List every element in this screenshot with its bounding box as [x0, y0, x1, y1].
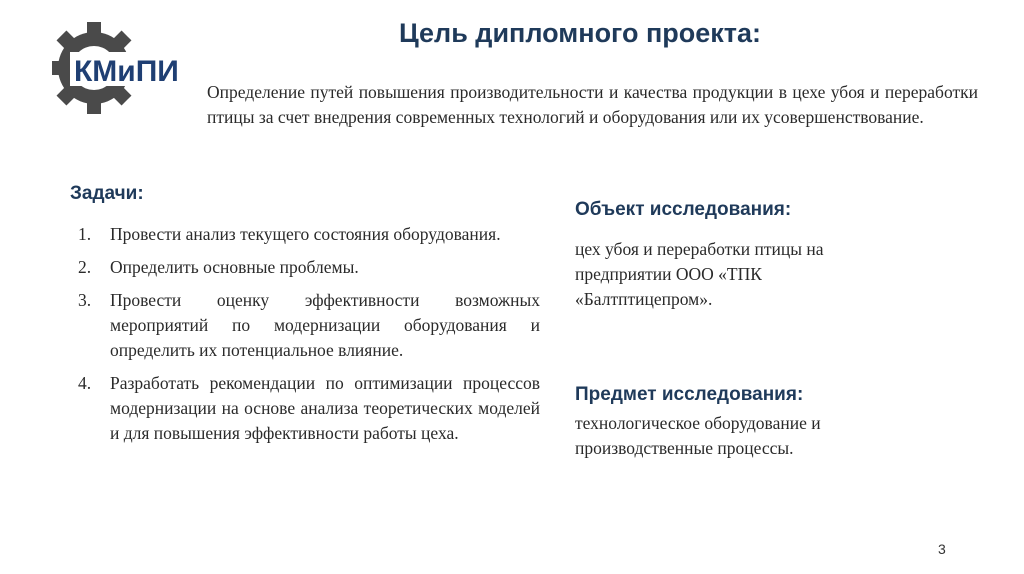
logo: [52, 20, 202, 116]
list-item-text: Провести оценку эффективности возможных мероприятий по модернизации оборудования и определить их потенциальное влияние.: [110, 290, 540, 360]
tasks-heading: Задачи:: [70, 183, 144, 204]
list-item: [78, 222, 540, 247]
logo-text: КМиПИ: [74, 55, 179, 88]
list-item-number: 1.: [78, 224, 92, 244]
list-item-text: Провести анализ текущего состояния оборудования.: [110, 224, 501, 244]
subject-text: технологическое оборудование и производственные процессы.: [575, 413, 821, 458]
list-item: [78, 288, 540, 363]
tasks-list: [78, 222, 540, 454]
list-item-number: 4.: [78, 373, 92, 393]
subject-heading: Предмет исследования:: [575, 384, 804, 405]
list-item: [78, 371, 540, 446]
gear-icon: [52, 20, 202, 116]
list-item-number: 2.: [78, 257, 92, 277]
list-item-text: Определить основные проблемы.: [110, 257, 359, 277]
page-title: Цель дипломного проекта:: [398, 18, 761, 48]
list-item-number: 3.: [78, 290, 92, 310]
list-item-text: Разработать рекомендации по оптимизации процессов модернизации на основе анализа теоретических моделей и для повышения эффективности работы цеха.: [110, 373, 540, 443]
goal-text: Определение путей повышения производительности и качества продукции в цехе убоя и переработки птицы за счет внедрения современных технологий и оборудования или их усовершенствование.: [207, 82, 978, 127]
page-number: 3: [938, 541, 946, 557]
object-text: цех убоя и переработки птицы на предприятии ООО «ТПК «Балтптицепром».: [575, 239, 824, 309]
object-heading: Объект исследования:: [575, 199, 792, 220]
list-item: [78, 255, 540, 280]
